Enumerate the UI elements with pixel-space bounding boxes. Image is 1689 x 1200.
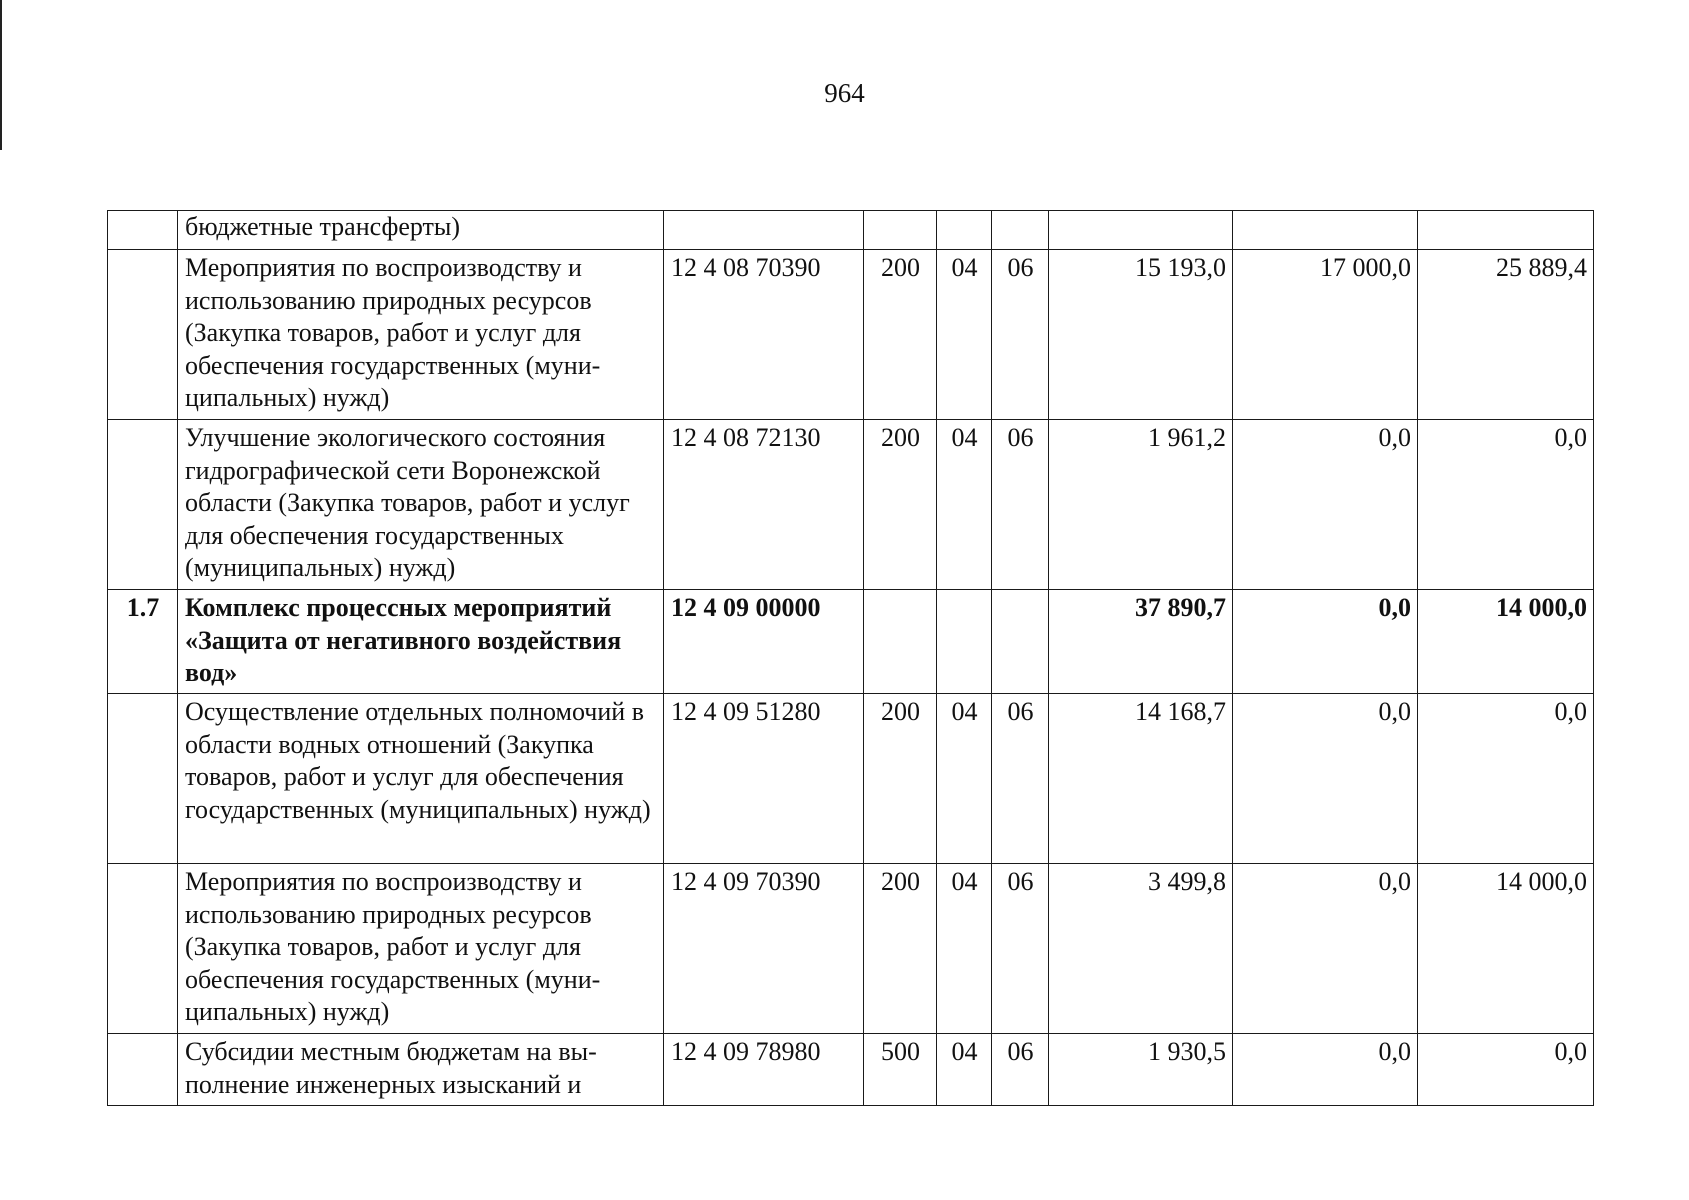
row-code-cell xyxy=(664,211,864,250)
row-vr-cell: 200 xyxy=(864,250,937,420)
row-pr-cell: 06 xyxy=(992,864,1049,1034)
row-code-cell: 12 4 09 70390 xyxy=(664,864,864,1034)
table-row xyxy=(108,1034,1594,1106)
row-code-cell: 12 4 08 72130 xyxy=(664,420,864,590)
row-vr-cell: 200 xyxy=(864,864,937,1034)
row-amount-year2-cell: 0,0 xyxy=(1233,864,1418,1034)
row-amount-year1-cell: 37 890,7 xyxy=(1049,590,1233,694)
row-amount-year2-cell: 0,0 xyxy=(1233,694,1418,864)
row-vr-cell: 200 xyxy=(864,694,937,864)
row-amount-year1-cell: 1 930,5 xyxy=(1049,1034,1233,1106)
row-amount-year3-cell: 14 000,0 xyxy=(1418,864,1594,1034)
row-amount-year3-cell xyxy=(1418,211,1594,250)
row-rz-cell: 04 xyxy=(937,864,992,1034)
row-code-cell: 12 4 09 00000 xyxy=(664,590,864,694)
page-number: 964 xyxy=(824,78,865,108)
row-amount-year2-cell xyxy=(1233,211,1418,250)
row-amount-year2-cell: 0,0 xyxy=(1233,590,1418,694)
row-rz-cell: 04 xyxy=(937,420,992,590)
row-amount-year2-cell: 0,0 xyxy=(1233,420,1418,590)
row-rz-cell xyxy=(937,211,992,250)
row-vr-cell xyxy=(864,211,937,250)
row-amount-year1-cell xyxy=(1049,211,1233,250)
row-vr-cell xyxy=(864,590,937,694)
row-rz-cell: 04 xyxy=(937,694,992,864)
row-number-cell xyxy=(108,1034,178,1106)
table-row xyxy=(108,250,1594,420)
row-name-cell: Улучшение экологического состояния гидрографической сети Воронежской области (Закупка товаров, работ и услуг для обеспечения государственных (муниципальных) нужд) xyxy=(178,420,664,590)
table-row xyxy=(108,694,1594,864)
row-pr-cell: 06 xyxy=(992,694,1049,864)
row-amount-year2-cell: 0,0 xyxy=(1233,1034,1418,1106)
row-name-cell: Субсидии местным бюджетам на выполнение инженерных изысканий и xyxy=(178,1034,664,1106)
table-row xyxy=(108,420,1594,590)
row-pr-cell xyxy=(992,590,1049,694)
row-number-cell xyxy=(108,864,178,1034)
row-amount-year3-cell: 25 889,4 xyxy=(1418,250,1594,420)
scan-edge-line xyxy=(0,0,2,150)
row-pr-cell: 06 xyxy=(992,1034,1049,1106)
row-amount-year3-cell: 0,0 xyxy=(1418,694,1594,864)
row-name-cell: Мероприятия по воспроизводству и использованию природных ресурсов (Закупка товаров, работ и услуг для обеспечения государственных (муниципальных) нужд) xyxy=(178,864,664,1034)
row-amount-year1-cell: 1 961,2 xyxy=(1049,420,1233,590)
table-row xyxy=(108,211,1594,250)
budget-table xyxy=(107,210,1594,1106)
row-pr-cell xyxy=(992,211,1049,250)
row-pr-cell: 06 xyxy=(992,250,1049,420)
row-number-cell xyxy=(108,420,178,590)
row-number-cell: 1.7 xyxy=(108,590,178,694)
row-amount-year1-cell: 3 499,8 xyxy=(1049,864,1233,1034)
row-vr-cell: 200 xyxy=(864,420,937,590)
row-rz-cell xyxy=(937,590,992,694)
row-rz-cell: 04 xyxy=(937,1034,992,1106)
row-name-cell: Комплекс процессных мероприятий «Защита от негативного воздействия вод» xyxy=(178,590,664,694)
row-amount-year3-cell: 14 000,0 xyxy=(1418,590,1594,694)
row-code-cell: 12 4 09 78980 xyxy=(664,1034,864,1106)
row-number-cell xyxy=(108,694,178,864)
row-pr-cell: 06 xyxy=(992,420,1049,590)
row-name-cell: Осуществление отдельных полномочий в области водных отношений (Закупка товаров, работ и услуг для обеспечения государственных (муниципальных) нужд) xyxy=(178,694,664,864)
row-amount-year2-cell: 17 000,0 xyxy=(1233,250,1418,420)
row-code-cell: 12 4 08 70390 xyxy=(664,250,864,420)
row-name-cell: Мероприятия по воспроизводству и использованию природных ресурсов (Закупка товаров, работ и услуг для обеспечения государственных (муниципальных) нужд) xyxy=(178,250,664,420)
row-amount-year3-cell: 0,0 xyxy=(1418,420,1594,590)
row-amount-year1-cell: 15 193,0 xyxy=(1049,250,1233,420)
row-amount-year3-cell: 0,0 xyxy=(1418,1034,1594,1106)
row-rz-cell: 04 xyxy=(937,250,992,420)
row-number-cell xyxy=(108,211,178,250)
row-amount-year1-cell: 14 168,7 xyxy=(1049,694,1233,864)
table-row xyxy=(108,864,1594,1034)
row-code-cell: 12 4 09 51280 xyxy=(664,694,864,864)
row-number-cell xyxy=(108,250,178,420)
table-row xyxy=(108,590,1594,694)
row-name-cell: бюджетные трансферты) xyxy=(178,211,664,250)
row-vr-cell: 500 xyxy=(864,1034,937,1106)
table-body xyxy=(108,211,1594,1106)
